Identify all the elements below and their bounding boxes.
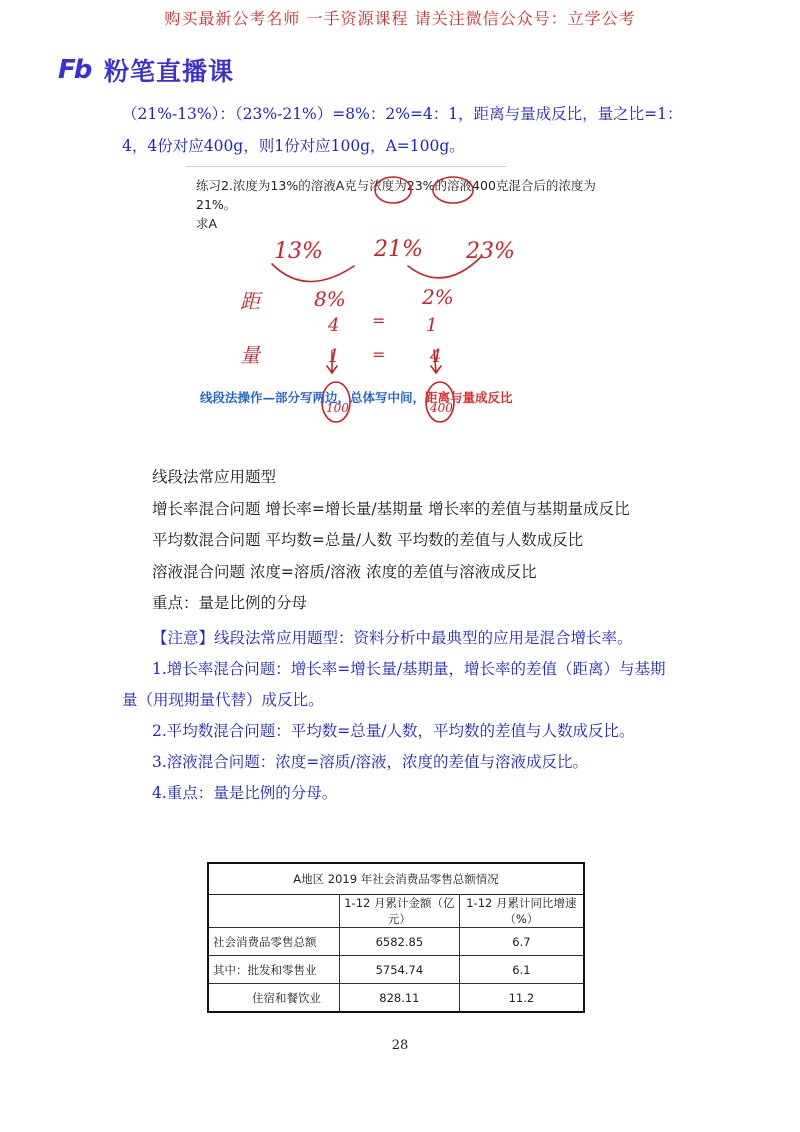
- table-header-growth: 1-12 月累计同比增速（%）: [459, 895, 584, 928]
- hw-1a: 1: [426, 315, 438, 336]
- list-item: 重点：量是比例的分母: [152, 594, 308, 612]
- caption-blue: 线段法操作—部分写两边，总体写中间，: [200, 390, 426, 405]
- caption-red: 距离与量成反比: [425, 390, 513, 405]
- list-item: 线段法常应用题型: [152, 468, 277, 486]
- hw-4a: 4: [328, 315, 340, 336]
- hw-liang: 量: [240, 343, 260, 367]
- hw-100: 100: [326, 401, 349, 415]
- row-growth: 11.2: [459, 984, 584, 1013]
- fenbi-logo: [58, 52, 234, 88]
- row-growth: 6.1: [459, 956, 584, 984]
- hw-23: 23%: [466, 239, 515, 264]
- row-amount: 6582.85: [340, 928, 460, 956]
- hw-1b: 1: [328, 346, 340, 367]
- hw-400: 400: [430, 401, 453, 415]
- retail-sales-table: [207, 862, 585, 1013]
- row-growth: 6.7: [459, 928, 584, 956]
- sketch-question-line1: 练习2.浓度为13%的溶液A克与浓度为23%的溶液400克混合后的浓度为21%。: [196, 178, 596, 212]
- arc-left: [272, 264, 354, 282]
- page-number: 28: [391, 1038, 409, 1053]
- hw-eq2: =: [372, 345, 386, 364]
- row-label: 其中：批发和零售业: [208, 956, 340, 984]
- note-item-1b: 量（用现期量代替）成反比。: [122, 691, 324, 709]
- row-label: 住宿和餐饮业: [208, 984, 340, 1013]
- table-header-empty: [208, 895, 340, 928]
- note-section: [122, 623, 702, 809]
- list-item: 平均数混合问题 平均数=总量/人数 平均数的差值与人数成反比: [152, 531, 584, 549]
- hw-13: 13%: [274, 239, 323, 264]
- note-item-2: 2.平均数混合问题：平均数=总量/人数，平均数的差值与人数成反比。: [152, 722, 635, 740]
- hw-21: 21%: [374, 237, 423, 262]
- list-item: 增长率混合问题 增长率=增长量/基期量 增长率的差值与基期量成反比: [152, 499, 630, 518]
- circle-A: [375, 177, 411, 203]
- intro-paragraph: （21%-13%）：（23%-21%）=8%：2%=4：1，距离与量成反比，量之比=1：4，4份对应400g，则1份对应100g，A=100g。: [122, 105, 683, 155]
- row-amount: 828.11: [340, 984, 460, 1013]
- sketch-question-line2: 求A: [196, 216, 218, 231]
- table-row: [208, 956, 584, 984]
- top-banner: 购买最新公考名师 一手资源课程 请关注微信公众号：立学公考: [164, 9, 636, 28]
- row-amount: 5754.74: [340, 956, 460, 984]
- fenbi-logo-icon: Fb: [58, 55, 91, 85]
- handwritten-sketch-image: [186, 166, 624, 436]
- table-header-amount: 1-12 月累计金额（亿元）: [340, 895, 460, 928]
- list-item: 溶液混合问题 浓度=溶质/溶液 浓度的差值与溶液成反比: [152, 562, 537, 581]
- logo-text: 粉笔直播课: [104, 57, 235, 86]
- table-title: A地区 2019 年社会消费品零售总额情况: [208, 863, 584, 895]
- note-item-4: 4.重点：量是比例的分母。: [152, 784, 338, 802]
- note-head: 【注意】线段法常应用题型：资料分析中最典型的应用是混合增长率。: [152, 629, 633, 647]
- hw-eq: =: [372, 311, 386, 330]
- hw-4b: 4: [430, 346, 442, 367]
- table-row: [208, 984, 584, 1013]
- note-item-1a: 1.增长率混合问题：增长率=增长量/基期量，增长率的差值（距离）与基期: [152, 660, 666, 678]
- application-list: [152, 462, 630, 620]
- hw-ju: 距: [240, 289, 260, 313]
- row-label: 社会消费品零售总额: [208, 928, 340, 956]
- sketch-caption: [200, 388, 513, 406]
- note-item-3: 3.溶液混合问题：浓度=溶质/溶液，浓度的差值与溶液成反比。: [152, 753, 589, 771]
- hw-2: 2%: [422, 285, 454, 309]
- table-row: [208, 928, 584, 956]
- circle-400: [433, 177, 473, 203]
- hw-8: 8%: [314, 287, 346, 311]
